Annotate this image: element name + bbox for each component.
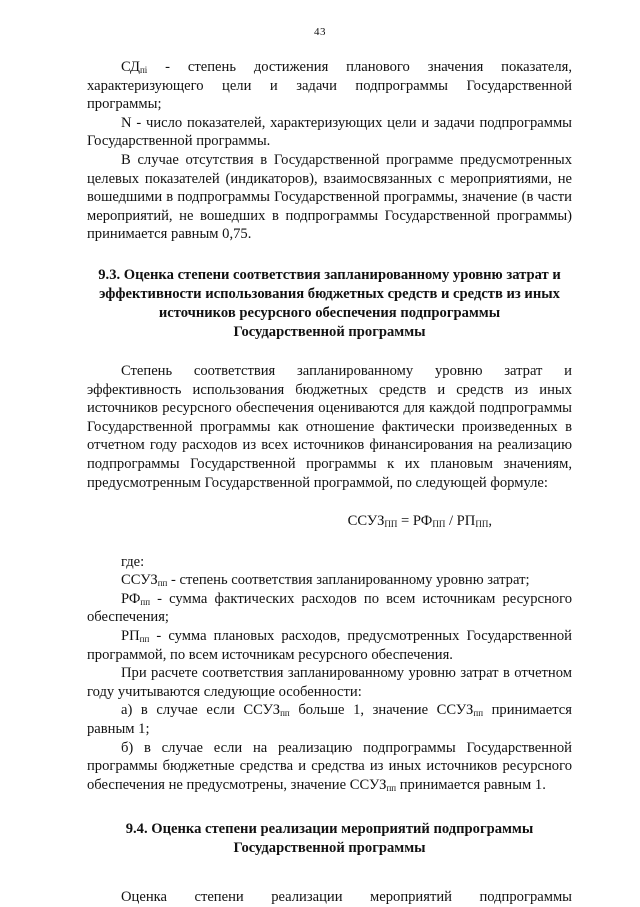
formula-ssuz: $ССУЗ_{ПП} = РФ_{ПП} / РП_{ПП}$, bbox=[347, 513, 492, 530]
page-number: 43 bbox=[314, 26, 326, 38]
paragraph-case-a: а) в случае если $ССУЗ_{пп}$ больше 1, значение $ССУЗ_{пп}$ принимается равным 1; bbox=[87, 702, 572, 738]
section-heading-9-4: 9.4. Оценка степени реализации мероприятий подпрограммы Государственной программы bbox=[125, 821, 534, 857]
definition-rf: $РФ_{пп}$ - сумма фактических расходов по всем источникам ресурсного обеспечения; bbox=[87, 590, 572, 626]
paragraph-absence-of-indicators: В случае отсутствия в Государственной программе предусмотренных целевых показателей (индикаторов), взаимосвязанных с мероприятиями, не вошедшими в подпрограммы Государственной программы, значение (в части мероприятий, не вошедших в подпрограммы Государственной программы) принимается равным 0,75. bbox=[87, 151, 572, 243]
paragraph-activities-start: Оценка степени реализации мероприятий подпрограммы bbox=[121, 889, 572, 906]
document-body bbox=[87, 58, 572, 907]
paragraph-cost-compliance: Степень соответствия запланированному уровню затрат и эффективность использования бюджетных средств и средств из иных источников ресурсного обеспечения оцениваются для каждой подпрограммы Государственной программы как отношение фактически произведенных в отчетном году расходов из всех источников финансирования на реализацию подпрограммы Государственной программы к их плановым значениям, предусмотренным Государственной программой, по следующей формуле: bbox=[87, 362, 572, 491]
section-heading-9-3: 9.3. Оценка степени соответствия запланированному уровню затрат и эффективности использования бюджетных средств и средств из иных источников ресурсного обеспечения подпрограммы Государственной программы bbox=[98, 266, 561, 340]
paragraph-sd-definition: $СД_{пi}$ - степень достижения планового значения показателя, характеризующего цели и задачи подпрограммы Государственной программы; bbox=[87, 59, 572, 113]
paragraph-calculation-features: При расчете соответствия запланированному уровню затрат в отчетном году учитываются следующие особенности: bbox=[87, 665, 572, 700]
paragraph-n-definition: N - число показателей, характеризующих цели и задачи подпрограммы Государственной программы. bbox=[87, 114, 572, 150]
paragraph-case-b: б) в случае если на реализацию подпрограммы Государственной программы бюджетные средства и средства из иных источников ресурсного обеспечения не предусмотрены, значение $ССУЗ_{пп}$ принимается равным 1. bbox=[87, 739, 572, 793]
definition-rp: $РП_{пп}$ - сумма плановых расходов, предусмотренных Государственной программой, по всем источникам ресурсного обеспечения. bbox=[87, 628, 572, 663]
definition-ssuz: $ССУЗ_{пп}$ - степень соответствия запланированному уровню затрат; bbox=[121, 572, 530, 589]
where-label: где: bbox=[121, 553, 145, 570]
